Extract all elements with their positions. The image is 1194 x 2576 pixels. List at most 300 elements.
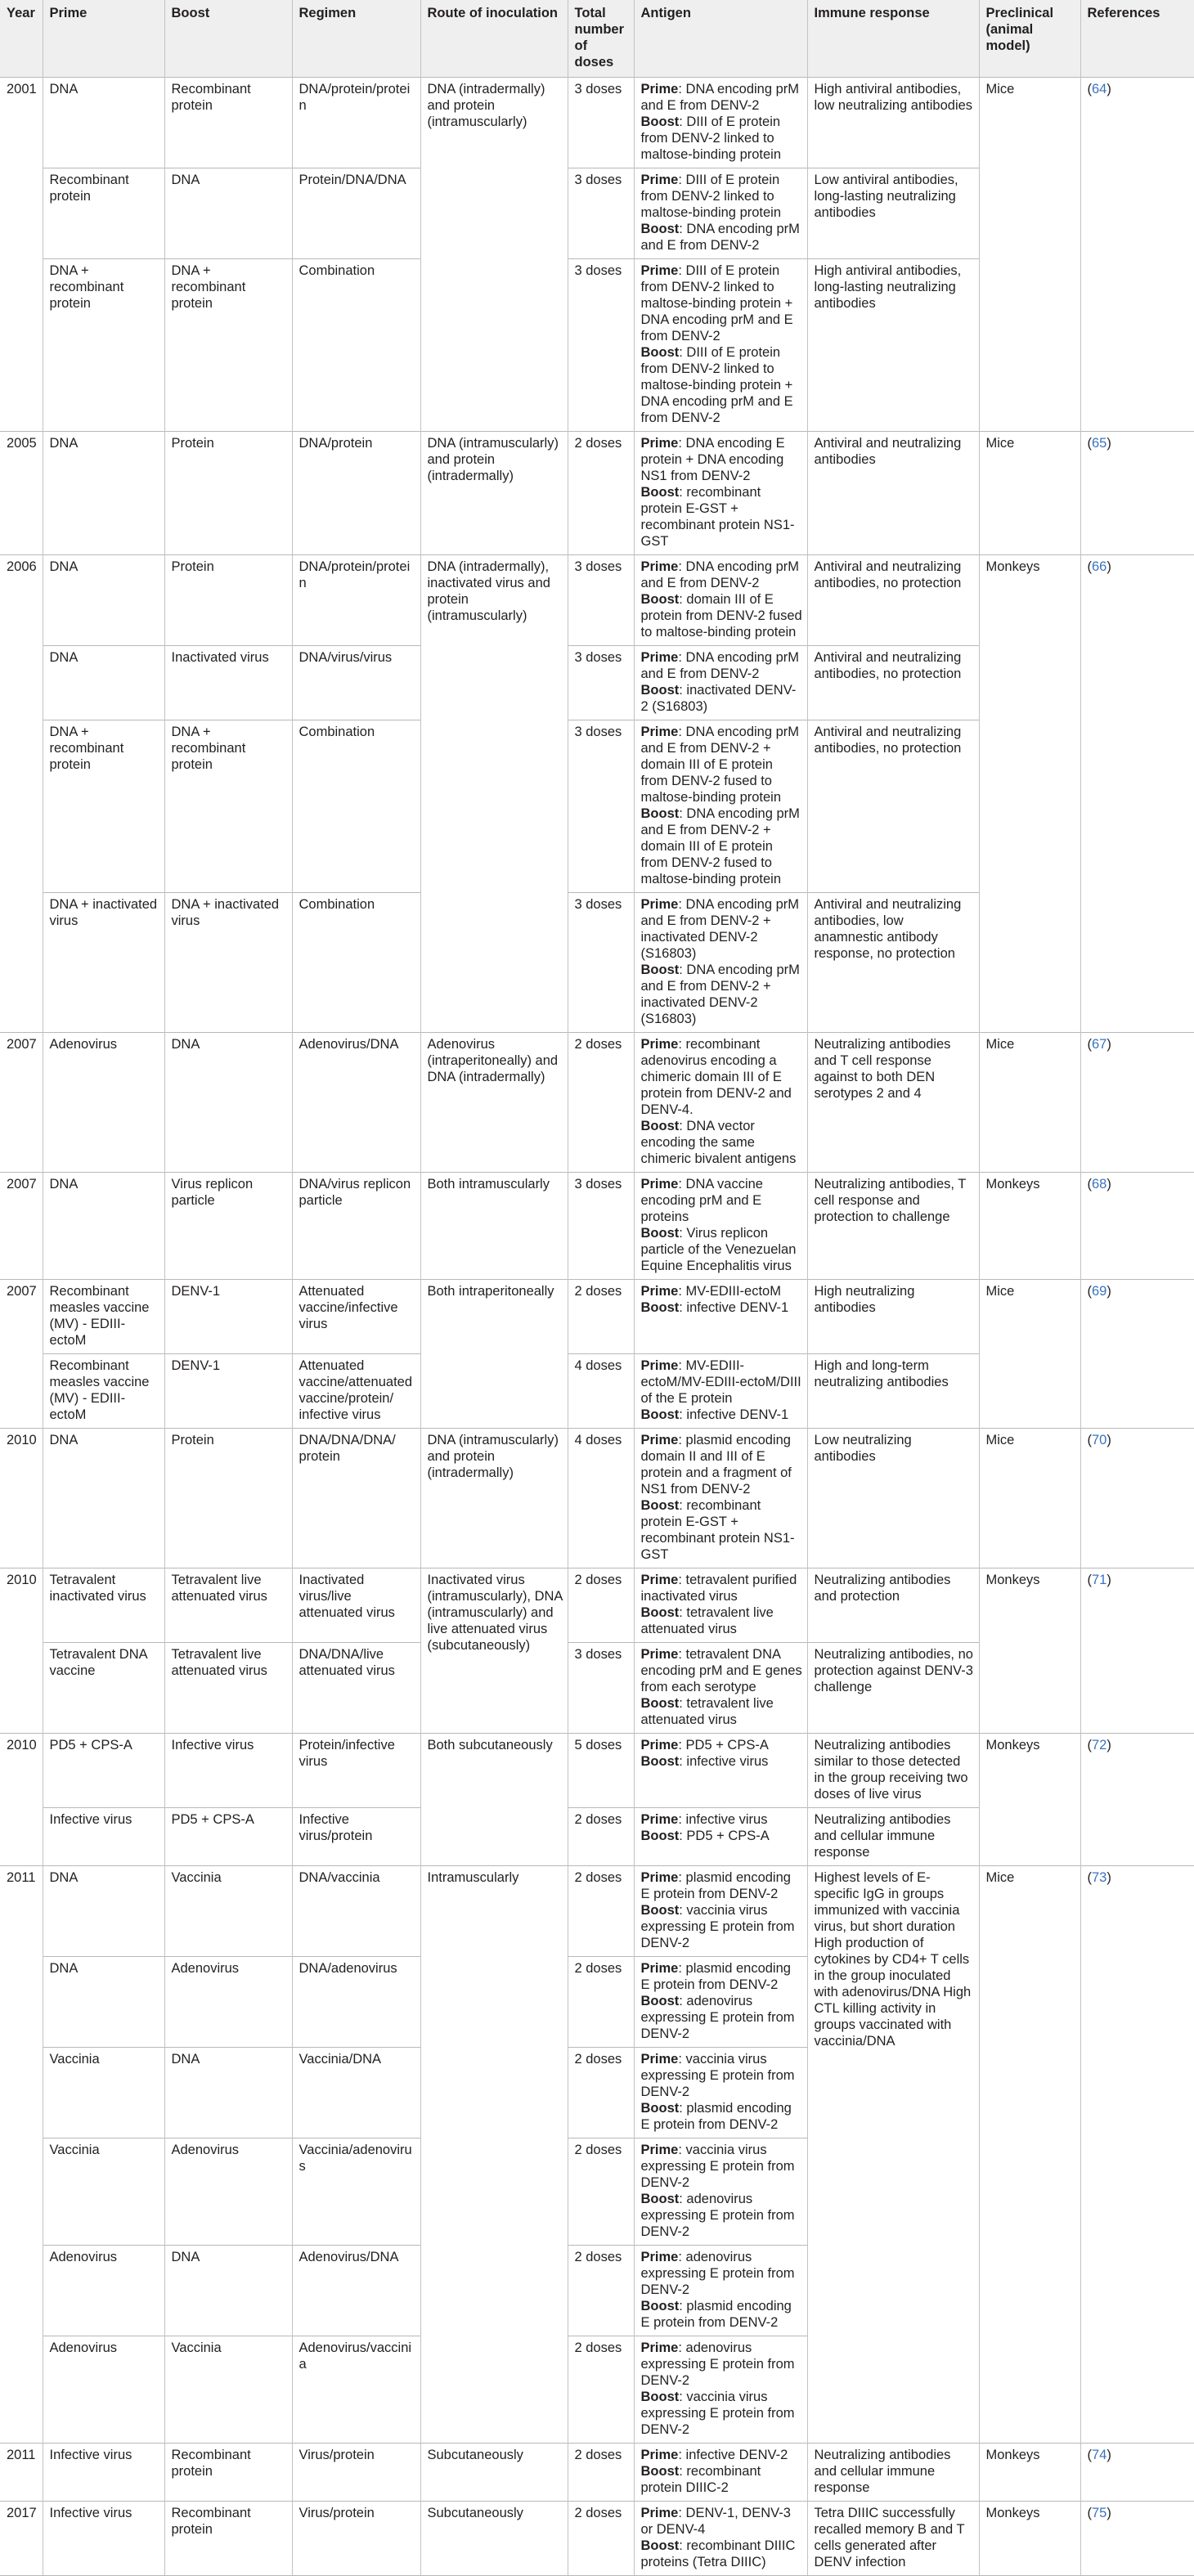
immune-response-cell: Neutralizing antibodies similar to those detected in the group receiving two doses of live virus bbox=[807, 1734, 979, 1808]
route-cell: DNA (intramuscularly) and protein (intradermally) bbox=[420, 1429, 568, 1568]
reference-cell: (66) bbox=[1080, 555, 1194, 1033]
prime-label: Prime bbox=[640, 1647, 679, 1662]
prime-label: Prime bbox=[640, 2448, 679, 2462]
boost-label: Boost bbox=[640, 806, 680, 821]
boost-cell: DNA bbox=[164, 1033, 292, 1173]
prime-label: Prime bbox=[640, 1961, 679, 1976]
regimen-cell: Vaccinia/DNA bbox=[292, 2048, 420, 2138]
prime-cell: DNA bbox=[43, 432, 164, 555]
boost-cell: DNA + recombinant protein bbox=[164, 720, 292, 893]
prime-label: Prime bbox=[640, 650, 679, 665]
preclinical-cell: Mice bbox=[979, 1280, 1080, 1429]
boost-label: Boost bbox=[640, 592, 680, 607]
immune-response-cell: Neutralizing antibodies and T cell response against to both DEN serotypes 2 and 4 bbox=[807, 1033, 979, 1173]
antigen-boost-text: DNA encoding prM and E from DENV-2 + inactivated DENV-2 (S16803) bbox=[640, 963, 800, 1026]
preclinical-cell: Monkeys bbox=[979, 2502, 1080, 2576]
antigen-boost-text: recombinant protein E-GST + recombinant protein NS1-GST bbox=[640, 1498, 795, 1562]
antigen-prime-text: DIII of E protein from DENV-2 linked to maltose-binding protein bbox=[640, 173, 782, 220]
reference-link[interactable]: 65 bbox=[1092, 436, 1107, 451]
antigen-prime-text: DNA encoding prM and E from DENV-2 bbox=[640, 650, 800, 681]
boost-cell: Tetravalent live attenuated virus bbox=[164, 1643, 292, 1734]
year-cell: 2007 bbox=[0, 1280, 43, 1429]
prime-cell: DNA bbox=[43, 555, 164, 646]
column-header-regimen: Regimen bbox=[292, 0, 420, 78]
regimen-cell: DNA/virus replicon particle bbox=[292, 1173, 420, 1280]
boost-label: Boost bbox=[640, 1119, 680, 1133]
antigen-prime-text: DENV-1, DENV-3 or DENV-4 bbox=[640, 2506, 791, 2537]
prime-cell: DNA + inactivated virus bbox=[43, 893, 164, 1033]
prime-label: Prime bbox=[640, 1358, 679, 1373]
boost-label: Boost bbox=[640, 2299, 680, 2313]
antigen-prime-text: DNA encoding prM and E from DENV-2 + inactivated DENV-2 (S16803) bbox=[640, 897, 800, 961]
reference-cell: (65) bbox=[1080, 432, 1194, 555]
prime-label: Prime bbox=[640, 559, 679, 574]
route-cell: DNA (intradermally), inactivated virus and protein (intramuscularly) bbox=[420, 555, 568, 1033]
year-cell: 2010 bbox=[0, 1734, 43, 1866]
column-header-preclinical: Preclinical (animal model) bbox=[979, 0, 1080, 78]
prime-cell: Adenovirus bbox=[43, 2246, 164, 2336]
doses-cell: 3 doses bbox=[568, 555, 634, 646]
regimen-cell: DNA/vaccinia bbox=[292, 1866, 420, 1957]
boost-cell: Protein bbox=[164, 1429, 292, 1568]
immune-response-cell: Antiviral and neutralizing antibodies, low anamnestic antibody response, no protection bbox=[807, 893, 979, 1033]
immune-response-cell: High antiviral antibodies, long-lasting neutralizing antibodies bbox=[807, 259, 979, 432]
prime-label: Prime bbox=[640, 1177, 679, 1192]
boost-cell: DNA bbox=[164, 2246, 292, 2336]
prime-label: Prime bbox=[640, 173, 679, 187]
boost-cell: DENV-1 bbox=[164, 1354, 292, 1429]
reference-cell: (73) bbox=[1080, 1866, 1194, 2444]
antigen-cell: Prime: DNA encoding prM and E from DENV-2 Boost: domain III of E protein from DENV-2 fused to maltose-binding protein bbox=[634, 555, 807, 646]
immune-response-cell: High and long-term neutralizing antibodies bbox=[807, 1354, 979, 1429]
table-row bbox=[0, 1568, 1194, 1643]
year-cell: 2010 bbox=[0, 1429, 43, 1568]
year-cell: 2007 bbox=[0, 1173, 43, 1280]
boost-label: Boost bbox=[640, 683, 680, 698]
antigen-boost-text: DNA vector encoding the same chimeric bivalent antigens bbox=[640, 1119, 797, 1166]
antigen-boost-text: recombinant protein E-GST + recombinant protein NS1-GST bbox=[640, 485, 795, 549]
doses-cell: 2 doses bbox=[568, 2336, 634, 2444]
preclinical-cell: Mice bbox=[979, 432, 1080, 555]
antigen-prime-text: tetravalent purified inactivated virus bbox=[640, 1573, 797, 1604]
preclinical-cell: Mice bbox=[979, 1429, 1080, 1568]
antigen-prime-text: plasmid encoding domain II and III of E protein and a fragment of NS1 from DENV-2 bbox=[640, 1433, 792, 1497]
antigen-prime-text: DIII of E protein from DENV-2 linked to maltose-binding protein + DNA encoding prM and E from DENV-2 bbox=[640, 263, 793, 343]
boost-cell: PD5 + CPS-A bbox=[164, 1808, 292, 1866]
reference-link[interactable]: 69 bbox=[1092, 1284, 1107, 1299]
immune-response-cell: Neutralizing antibodies, T cell response and protection to challenge bbox=[807, 1173, 979, 1280]
boost-cell: Recombinant protein bbox=[164, 78, 292, 168]
prime-label: Prime bbox=[640, 1870, 679, 1885]
boost-cell: Recombinant protein bbox=[164, 2502, 292, 2576]
immune-response-cell: Antiviral and neutralizing antibodies, no protection bbox=[807, 555, 979, 646]
boost-label: Boost bbox=[640, 1226, 680, 1241]
antigen-cell: Prime: vaccinia virus expressing E protein from DENV-2 Boost: adenovirus expressing E protein from DENV-2 bbox=[634, 2138, 807, 2246]
regimen-cell: DNA/DNA/live attenuated virus bbox=[292, 1643, 420, 1734]
doses-cell: 3 doses bbox=[568, 1643, 634, 1734]
table-row bbox=[0, 78, 1194, 168]
antigen-boost-text: infective DENV-1 bbox=[686, 1300, 789, 1315]
doses-cell: 4 doses bbox=[568, 1354, 634, 1429]
antigen-prime-text: vaccinia virus expressing E protein from DENV-2 bbox=[640, 2052, 795, 2099]
route-cell: DNA (intradermally) and protein (intramuscularly) bbox=[420, 78, 568, 432]
antigen-cell: Prime: DENV-1, DENV-3 or DENV-4 Boost: recombinant DIIIC proteins (Tetra DIIIC) bbox=[634, 2502, 807, 2576]
table-row bbox=[0, 1280, 1194, 1354]
doses-cell: 2 doses bbox=[568, 1808, 634, 1866]
regimen-cell: Combination bbox=[292, 720, 420, 893]
column-header-antigen: Antigen bbox=[634, 0, 807, 78]
immune-response-cell: High neutralizing antibodies bbox=[807, 1280, 979, 1354]
boost-label: Boost bbox=[640, 963, 680, 977]
prime-label: Prime bbox=[640, 82, 679, 96]
reference-link[interactable]: 70 bbox=[1092, 1433, 1107, 1447]
antigen-cell: Prime: plasmid encoding domain II and III of E protein and a fragment of NS1 from DENV-2 Boost: recombinant protein E-GST + recombinant protein NS1-GST bbox=[634, 1429, 807, 1568]
antigen-prime-text: DNA encoding E protein + DNA encoding NS1 from DENV-2 bbox=[640, 436, 785, 483]
boost-cell: DENV-1 bbox=[164, 1280, 292, 1354]
boost-label: Boost bbox=[640, 1696, 680, 1711]
regimen-cell: Infective virus/protein bbox=[292, 1808, 420, 1866]
doses-cell: 3 doses bbox=[568, 646, 634, 720]
prime-cell: DNA bbox=[43, 646, 164, 720]
boost-cell: Adenovirus bbox=[164, 2138, 292, 2246]
reference-link[interactable]: 71 bbox=[1092, 1573, 1107, 1587]
boost-cell: Infective virus bbox=[164, 1734, 292, 1808]
column-header-immune-response: Immune response bbox=[807, 0, 979, 78]
regimen-cell: Combination bbox=[292, 893, 420, 1033]
prime-cell: Infective virus bbox=[43, 2502, 164, 2576]
reference-cell: (64) bbox=[1080, 78, 1194, 432]
table-row bbox=[0, 2444, 1194, 2502]
boost-label: Boost bbox=[640, 1903, 680, 1918]
reference-cell: (70) bbox=[1080, 1429, 1194, 1568]
antigen-prime-text: DNA vaccine encoding prM and E proteins bbox=[640, 1177, 763, 1224]
boost-label: Boost bbox=[640, 345, 680, 360]
boost-label: Boost bbox=[640, 2464, 680, 2479]
year-cell: 2006 bbox=[0, 555, 43, 1033]
boost-cell: Virus replicon particle bbox=[164, 1173, 292, 1280]
doses-cell: 2 doses bbox=[568, 1033, 634, 1173]
antigen-prime-text: DNA encoding prM and E from DENV-2 bbox=[640, 82, 800, 113]
boost-label: Boost bbox=[640, 2538, 680, 2553]
regimen-cell: Adenovirus/DNA bbox=[292, 1033, 420, 1173]
prime-cell: Vaccinia bbox=[43, 2138, 164, 2246]
antigen-cell: Prime: plasmid encoding E protein from DENV-2 Boost: adenovirus expressing E protein from DENV-2 bbox=[634, 1957, 807, 2048]
doses-cell: 3 doses bbox=[568, 259, 634, 432]
year-cell: 2005 bbox=[0, 432, 43, 555]
immune-response-cell: Antiviral and neutralizing antibodies, no protection bbox=[807, 646, 979, 720]
antigen-boost-text: DNA encoding prM and E from DENV-2 bbox=[640, 222, 800, 253]
route-cell: Adenovirus (intraperitoneally) and DNA (intradermally) bbox=[420, 1033, 568, 1173]
doses-cell: 2 doses bbox=[568, 1568, 634, 1643]
boost-cell: Vaccinia bbox=[164, 2336, 292, 2444]
boost-cell: DNA + inactivated virus bbox=[164, 893, 292, 1033]
prime-label: Prime bbox=[640, 725, 679, 739]
reference-link[interactable]: 68 bbox=[1092, 1177, 1107, 1192]
preclinical-cell: Mice bbox=[979, 78, 1080, 432]
reference-cell: (67) bbox=[1080, 1033, 1194, 1173]
antigen-cell: Prime: MV-EDIII-ectoM/MV-EDIII-ectoM/DIII of the E protein Boost: infective DENV-1 bbox=[634, 1354, 807, 1429]
immune-response-cell: Low antiviral antibodies, long-lasting neutralizing antibodies bbox=[807, 168, 979, 259]
antigen-cell: Prime: recombinant adenovirus encoding a chimeric domain III of E protein from DENV-2 and DENV-4. Boost: DNA vector encoding the same chimeric bivalent antigens bbox=[634, 1033, 807, 1173]
doses-cell: 3 doses bbox=[568, 720, 634, 893]
regimen-cell: Protein/infective virus bbox=[292, 1734, 420, 1808]
antigen-cell: Prime: DNA encoding prM and E from DENV-2 Boost: inactivated DENV-2 (S16803) bbox=[634, 646, 807, 720]
reference-link[interactable]: 72 bbox=[1092, 1738, 1107, 1752]
prime-label: Prime bbox=[640, 436, 679, 451]
year-cell: 2001 bbox=[0, 78, 43, 432]
boost-label: Boost bbox=[640, 1994, 680, 2008]
year-cell: 2017 bbox=[0, 2502, 43, 2576]
reference-link[interactable]: 73 bbox=[1092, 1870, 1107, 1885]
prime-cell: DNA bbox=[43, 1173, 164, 1280]
prime-label: Prime bbox=[640, 2052, 679, 2067]
antigen-boost-text: recombinant protein DIIIC-2 bbox=[640, 2464, 761, 2495]
reference-cell: (74) bbox=[1080, 2444, 1194, 2502]
boost-label: Boost bbox=[640, 2192, 680, 2206]
doses-cell: 2 doses bbox=[568, 432, 634, 555]
doses-cell: 3 doses bbox=[568, 78, 634, 168]
header-row bbox=[0, 0, 1194, 78]
boost-label: Boost bbox=[640, 485, 680, 500]
boost-label: Boost bbox=[640, 114, 680, 129]
antigen-cell: Prime: tetravalent purified inactivated virus Boost: tetravalent live attenuated virus bbox=[634, 1568, 807, 1643]
doses-cell: 2 doses bbox=[568, 2138, 634, 2246]
prime-cell: DNA bbox=[43, 78, 164, 168]
regimen-cell: Adenovirus/DNA bbox=[292, 2246, 420, 2336]
doses-cell: 5 doses bbox=[568, 1734, 634, 1808]
route-cell: Subcutaneously bbox=[420, 2444, 568, 2502]
prime-label: Prime bbox=[640, 1738, 679, 1752]
boost-label: Boost bbox=[640, 1300, 680, 1315]
antigen-prime-text: infective DENV-2 bbox=[685, 2448, 788, 2462]
prime-label: Prime bbox=[640, 1433, 679, 1447]
doses-cell: 2 doses bbox=[568, 1866, 634, 1957]
prime-label: Prime bbox=[640, 2250, 679, 2264]
immune-response-cell: Neutralizing antibodies and cellular immune response bbox=[807, 2444, 979, 2502]
column-header-route: Route of inoculation bbox=[420, 0, 568, 78]
antigen-boost-text: vaccinia virus expressing E protein from DENV-2 bbox=[640, 2390, 795, 2437]
antigen-boost-text: plasmid encoding E protein from DENV-2 bbox=[640, 2299, 792, 2330]
route-cell: Inactivated virus (intramuscularly), DNA (intramuscularly) and live attenuated virus (subcutaneously) bbox=[420, 1568, 568, 1734]
prime-cell: Infective virus bbox=[43, 2444, 164, 2502]
antigen-cell: Prime: tetravalent DNA encoding prM and E genes from each serotype Boost: tetravalent live attenuated virus bbox=[634, 1643, 807, 1734]
immune-response-cell: Neutralizing antibodies, no protection against DENV-3 challenge bbox=[807, 1643, 979, 1734]
boost-cell: DNA + recombinant protein bbox=[164, 259, 292, 432]
antigen-prime-text: infective virus bbox=[685, 1812, 768, 1827]
antigen-boost-text: tetravalent live attenuated virus bbox=[640, 1605, 774, 1636]
boost-cell: Adenovirus bbox=[164, 1957, 292, 2048]
year-cell: 2011 bbox=[0, 1866, 43, 2444]
antigen-prime-text: DNA encoding prM and E from DENV-2 + domain III of E protein from DENV-2 fused to maltose-binding protein bbox=[640, 725, 800, 805]
antigen-prime-text: PD5 + CPS-A bbox=[685, 1738, 769, 1752]
regimen-cell: DNA/protein/protein bbox=[292, 555, 420, 646]
route-cell: Both intramuscularly bbox=[420, 1173, 568, 1280]
antigen-boost-text: DNA encoding prM and E from DENV-2 + domain III of E protein from DENV-2 fused to maltose-binding protein bbox=[640, 806, 800, 886]
preclinical-cell: Mice bbox=[979, 1033, 1080, 1173]
antigen-cell: Prime: plasmid encoding E protein from DENV-2 Boost: vaccinia virus expressing E protein from DENV-2 bbox=[634, 1866, 807, 1957]
preclinical-cell: Monkeys bbox=[979, 2444, 1080, 2502]
prime-cell: Tetravalent inactivated virus bbox=[43, 1568, 164, 1643]
table-row bbox=[0, 432, 1194, 555]
antigen-boost-text: PD5 + CPS-A bbox=[686, 1829, 770, 1843]
boost-cell: Recombinant protein bbox=[164, 2444, 292, 2502]
prime-cell: Recombinant measles vaccine (MV) - EDIII-ectoM bbox=[43, 1354, 164, 1429]
antigen-prime-text: vaccinia virus expressing E protein from DENV-2 bbox=[640, 2143, 795, 2190]
boost-cell: Protein bbox=[164, 555, 292, 646]
boost-cell: DNA bbox=[164, 168, 292, 259]
prime-cell: DNA bbox=[43, 1429, 164, 1568]
doses-cell: 3 doses bbox=[568, 168, 634, 259]
antigen-boost-text: infective virus bbox=[686, 1754, 769, 1769]
regimen-cell: Vaccinia/adenovirus bbox=[292, 2138, 420, 2246]
prime-cell: PD5 + CPS-A bbox=[43, 1734, 164, 1808]
boost-label: Boost bbox=[640, 1754, 680, 1769]
doses-cell: 2 doses bbox=[568, 1280, 634, 1354]
antigen-cell: Prime: vaccinia virus expressing E protein from DENV-2 Boost: plasmid encoding E protein from DENV-2 bbox=[634, 2048, 807, 2138]
route-cell: Both subcutaneously bbox=[420, 1734, 568, 1866]
antigen-cell: Prime: DNA encoding prM and E from DENV-2 + inactivated DENV-2 (S16803) Boost: DNA encoding prM and E from DENV-2 + inactivated DENV-2 (S16803) bbox=[634, 893, 807, 1033]
boost-label: Boost bbox=[640, 1605, 680, 1620]
route-cell: Both intraperitoneally bbox=[420, 1280, 568, 1429]
table-row bbox=[0, 2502, 1194, 2576]
boost-label: Boost bbox=[640, 222, 680, 236]
preclinical-cell: Mice bbox=[979, 1866, 1080, 2444]
antigen-cell: Prime: DNA vaccine encoding prM and E proteins Boost: Virus replicon particle of the Venezuelan Equine Encephalitis virus bbox=[634, 1173, 807, 1280]
antigen-cell: Prime: MV-EDIII-ectoM Boost: infective DENV-1 bbox=[634, 1280, 807, 1354]
antigen-prime-text: adenovirus expressing E protein from DENV-2 bbox=[640, 2340, 795, 2388]
prime-label: Prime bbox=[640, 2340, 679, 2355]
prime-cell: Adenovirus bbox=[43, 2336, 164, 2444]
antigen-cell: Prime: infective virus Boost: PD5 + CPS-A bbox=[634, 1808, 807, 1866]
reference-cell: (69) bbox=[1080, 1280, 1194, 1429]
prime-cell: DNA bbox=[43, 1957, 164, 2048]
prime-cell: DNA bbox=[43, 1866, 164, 1957]
antigen-boost-text: Virus replicon particle of the Venezuelan Equine Encephalitis virus bbox=[640, 1226, 797, 1273]
regimen-cell: Adenovirus/vaccinia bbox=[292, 2336, 420, 2444]
antigen-cell: Prime: DNA encoding prM and E from DENV-2 Boost: DIII of E protein from DENV-2 linked to maltose-binding protein bbox=[634, 78, 807, 168]
year-cell: 2007 bbox=[0, 1033, 43, 1173]
preclinical-cell: Monkeys bbox=[979, 555, 1080, 1033]
boost-cell: Tetravalent live attenuated virus bbox=[164, 1568, 292, 1643]
antigen-boost-text: infective DENV-1 bbox=[686, 1407, 789, 1422]
immune-response-cell: Low neutralizing antibodies bbox=[807, 1429, 979, 1568]
prime-cell: Infective virus bbox=[43, 1808, 164, 1866]
doses-cell: 3 doses bbox=[568, 893, 634, 1033]
boost-cell: Vaccinia bbox=[164, 1866, 292, 1957]
prime-label: Prime bbox=[640, 1037, 679, 1052]
antigen-boost-text: vaccinia virus expressing E protein from DENV-2 bbox=[640, 1903, 795, 1950]
doses-cell: 2 doses bbox=[568, 2502, 634, 2576]
antigen-cell: Prime: DIII of E protein from DENV-2 linked to maltose-binding protein Boost: DNA encoding prM and E from DENV-2 bbox=[634, 168, 807, 259]
regimen-cell: DNA/DNA/DNA/ protein bbox=[292, 1429, 420, 1568]
antigen-cell: Prime: DIII of E protein from DENV-2 linked to maltose-binding protein + DNA encoding prM and E from DENV-2 Boost: DIII of E protein from DENV-2 linked to maltose-binding protein + DNA encoding prM and E from DENV-2 bbox=[634, 259, 807, 432]
prime-cell: Adenovirus bbox=[43, 1033, 164, 1173]
prime-label: Prime bbox=[640, 1812, 679, 1827]
antigen-boost-text: adenovirus expressing E protein from DENV-2 bbox=[640, 2192, 795, 2239]
route-cell: Intramuscularly bbox=[420, 1866, 568, 2444]
regimen-cell: Attenuated vaccine/attenuated vaccine/protein/ infective virus bbox=[292, 1354, 420, 1429]
table-row bbox=[0, 1429, 1194, 1568]
immune-response-cell: High antiviral antibodies, low neutralizing antibodies bbox=[807, 78, 979, 168]
preclinical-cell: Monkeys bbox=[979, 1734, 1080, 1866]
prime-cell: DNA + recombinant protein bbox=[43, 720, 164, 893]
column-header-boost: Boost bbox=[164, 0, 292, 78]
prime-label: Prime bbox=[640, 897, 679, 912]
reference-link[interactable]: 64 bbox=[1092, 82, 1107, 96]
antigen-prime-text: plasmid encoding E protein from DENV-2 bbox=[640, 1870, 791, 1901]
boost-cell: DNA bbox=[164, 2048, 292, 2138]
antigen-prime-text: MV-EDIII-ectoM bbox=[685, 1284, 781, 1299]
antigen-boost-text: domain III of E protein from DENV-2 fused to maltose-binding protein bbox=[640, 592, 802, 640]
regimen-cell: Attenuated vaccine/infective virus bbox=[292, 1280, 420, 1354]
doses-cell: 2 doses bbox=[568, 2048, 634, 2138]
prime-cell: Tetravalent DNA vaccine bbox=[43, 1643, 164, 1734]
immune-response-cell: Tetra DIIIC successfully recalled memory B and T cells generated after DENV infection bbox=[807, 2502, 979, 2576]
antigen-cell: Prime: adenovirus expressing E protein from DENV-2 Boost: vaccinia virus expressing E protein from DENV-2 bbox=[634, 2336, 807, 2444]
reference-link[interactable]: 75 bbox=[1092, 2506, 1107, 2520]
antigen-boost-text: tetravalent live attenuated virus bbox=[640, 1696, 774, 1727]
regimen-cell: Virus/protein bbox=[292, 2444, 420, 2502]
immune-response-cell: Antiviral and neutralizing antibodies bbox=[807, 432, 979, 555]
regimen-cell: DNA/virus/virus bbox=[292, 646, 420, 720]
reference-link[interactable]: 66 bbox=[1092, 559, 1107, 574]
antigen-cell: Prime: adenovirus expressing E protein from DENV-2 Boost: plasmid encoding E protein from DENV-2 bbox=[634, 2246, 807, 2336]
table-row bbox=[0, 1734, 1194, 1808]
boost-label: Boost bbox=[640, 1498, 680, 1513]
immune-response-cell: Highest levels of E-specific IgG in groups immunized with vaccinia virus, but short duration High production of cytokines by CD4+ T cells in the group inoculated with adenovirus/DNA High CTL killing activity in groups vaccinated with vaccinia/DNA bbox=[807, 1866, 979, 2444]
column-header-prime: Prime bbox=[43, 0, 164, 78]
boost-label: Boost bbox=[640, 1829, 680, 1843]
regimen-cell: Inactivated virus/live attenuated virus bbox=[292, 1568, 420, 1643]
preclinical-cell: Monkeys bbox=[979, 1173, 1080, 1280]
prime-cell: Vaccinia bbox=[43, 2048, 164, 2138]
antigen-prime-text: plasmid encoding E protein from DENV-2 bbox=[640, 1961, 791, 1992]
antigen-boost-text: inactivated DENV-2 (S16803) bbox=[640, 683, 797, 714]
route-cell: DNA (intramuscularly) and protein (intradermally) bbox=[420, 432, 568, 555]
antigen-cell: Prime: infective DENV-2 Boost: recombinant protein DIIIC-2 bbox=[634, 2444, 807, 2502]
column-header-references: References bbox=[1080, 0, 1194, 78]
column-header-year: Year bbox=[0, 0, 43, 78]
preclinical-cell: Monkeys bbox=[979, 1568, 1080, 1734]
antigen-cell: Prime: DNA encoding prM and E from DENV-2 + domain III of E protein from DENV-2 fused to maltose-binding protein Boost: DNA encoding prM and E from DENV-2 + domain III of E protein from DENV-2 fused to maltose-binding protein bbox=[634, 720, 807, 893]
reference-link[interactable]: 74 bbox=[1092, 2448, 1107, 2462]
prime-label: Prime bbox=[640, 1284, 679, 1299]
prime-label: Prime bbox=[640, 2143, 679, 2157]
boost-label: Boost bbox=[640, 2390, 680, 2404]
reference-cell: (75) bbox=[1080, 2502, 1194, 2576]
route-cell: Subcutaneously bbox=[420, 2502, 568, 2576]
antigen-cell: Prime: DNA encoding E protein + DNA encoding NS1 from DENV-2 Boost: recombinant protein E-GST + recombinant protein NS1-GST bbox=[634, 432, 807, 555]
regimen-cell: Combination bbox=[292, 259, 420, 432]
reference-cell: (68) bbox=[1080, 1173, 1194, 1280]
table-row bbox=[0, 1033, 1194, 1173]
antigen-prime-text: adenovirus expressing E protein from DENV-2 bbox=[640, 2250, 795, 2297]
prime-label: Prime bbox=[640, 1573, 679, 1587]
doses-cell: 2 doses bbox=[568, 2246, 634, 2336]
reference-link[interactable]: 67 bbox=[1092, 1037, 1107, 1052]
regimen-cell: Virus/protein bbox=[292, 2502, 420, 2576]
antigen-boost-text: DIII of E protein from DENV-2 linked to maltose-binding protein bbox=[640, 114, 782, 162]
boost-cell: Protein bbox=[164, 432, 292, 555]
antigen-cell: Prime: PD5 + CPS-A Boost: infective virus bbox=[634, 1734, 807, 1808]
antigen-boost-text: plasmid encoding E protein from DENV-2 bbox=[640, 2101, 792, 2132]
antigen-boost-text: recombinant DIIIC proteins (Tetra DIIIC) bbox=[640, 2538, 796, 2569]
prime-cell: Recombinant protein bbox=[43, 168, 164, 259]
doses-cell: 4 doses bbox=[568, 1429, 634, 1568]
regimen-cell: DNA/protein bbox=[292, 432, 420, 555]
regimen-cell: DNA/adenovirus bbox=[292, 1957, 420, 2048]
prime-cell: Recombinant measles vaccine (MV) - EDIII-ectoM bbox=[43, 1280, 164, 1354]
